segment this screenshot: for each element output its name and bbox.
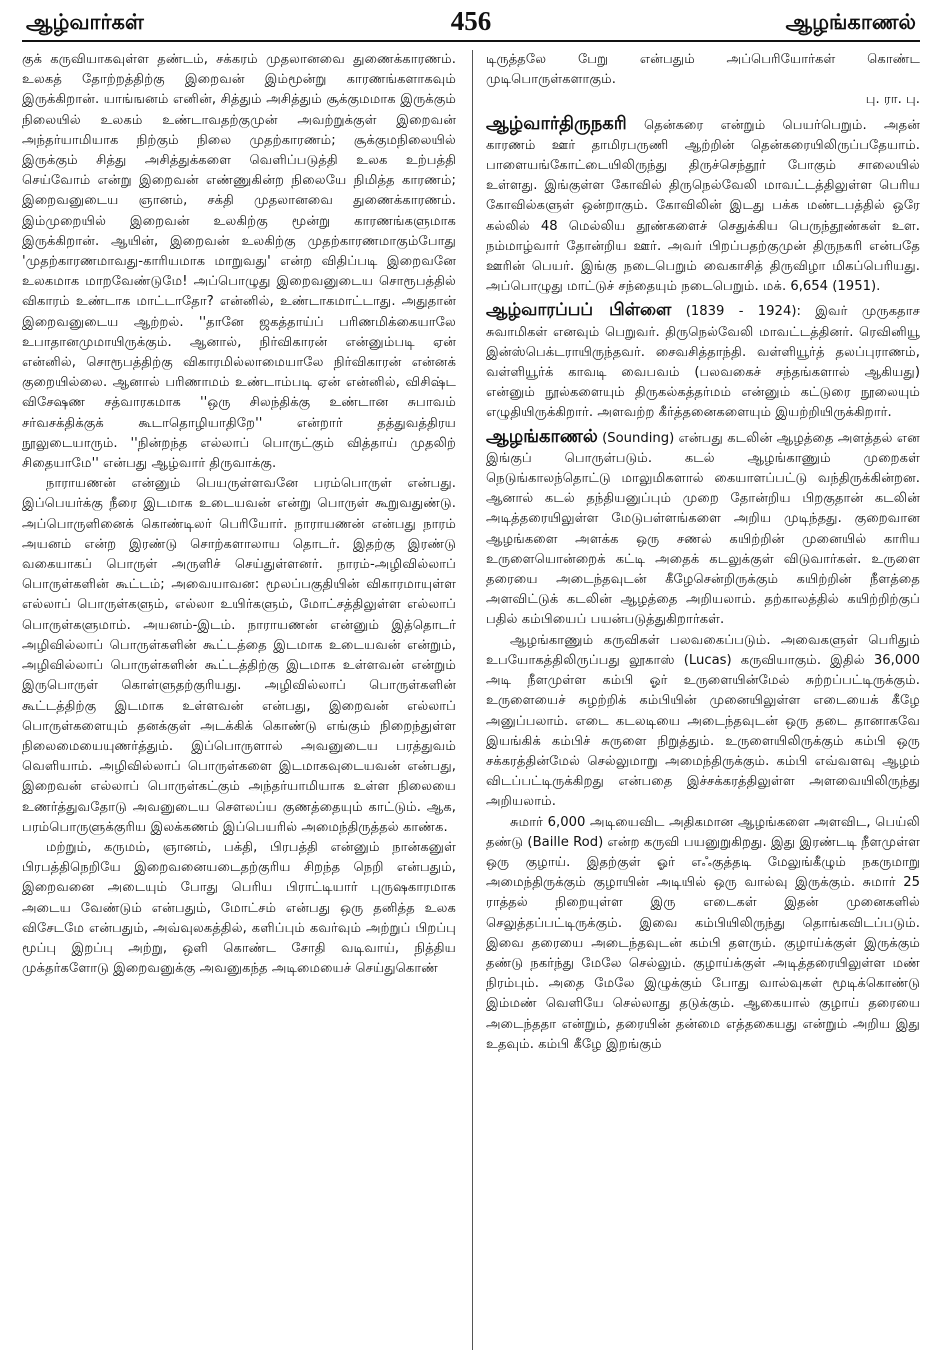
right-column (486, 50, 920, 1350)
sounding-paragraph-2: ஆழங்காணும் கருவிகள் பலவகைப்படும். அவைகளுள் பெரிதும் உபயோகத்திலிருப்பது லூகாஸ் (Lucas) கருவியாகும். இதில் 36,000 அடி நீளமுள்ள கம்பி ஓர் உருளையின்மேல் சுற்றப்பட்டிருக்கும். உருளையைச் சுழற்றிக் கம்பியின் முனையிலுள்ள எடையைக் கீழே அனுப்பலாம். எடை கடலடியை அடைந்தவுடன் ஒரு தடை தானாகவே இயங்கிக் கம்பிச் சுருளை நிறுத்தும். உருளையிலிருக்கும் கம்பி ஒரு சக்கரத்தின்மேல் செல்லுமாறு அமைந்திருக்கும். கம்பி எவ்வளவு ஆழம் விடப்பட்டிருக்கிறது என்பதை இச்சக்கரத்திலுள்ள அளவையிலிருந்து அறியலாம். (486, 632, 920, 810)
entry-dates: (1839 - 1924): (685, 304, 801, 320)
column-divider (472, 50, 473, 1350)
left-paragraph-1: குக் கருவியாகவுள்ள தண்டம், சக்கரம் முதலானவை துணைக்காரணம். உலகத் தோற்றத்திற்கு இறைவன் இம்மூன்று காரணங்களாகவும் இருக்கிறான். யாங்ஙனம் எனின், சித்தும் அசித்தும் சூக்குமமாக இருக்கும் நிலையில் உலகம் உண்டாவதற்குமுன் அவற்றுக்குள் இறைவன் அந்தர்யாமியாக நிற்கும் நிலை முதற்காரணம்; சூக்குமநிலையில் இருக்கும் சித்து அசித்துக்களை வெளிப்படுத்தி உலக உற்பத்தி செய்வோம் என்று இறைவன் எண்ணுகின்ற நிலையே நிமித்த காரணம்; இறைவனுடைய ஞானம், சக்தி முதலானவை துணைக்காரணம். இம்முறையில் இறைவன் உலகிற்கு மூன்று காரணங்களுமாக இருக்கிறான். ஆயின், இறைவன் உலகிற்கு முதற்காரணமாகும்போது 'முதற்காரணமாவது-காரியமாக மாறுவது' என்ற விதிப்படி இறைவனே உலகமாக மாறவேண்டுமே! அப்பொழுது இறைவனுடைய சொரூபத்தில் விகாரம் உண்டாக மாட்டாதோ? என்னில், உண்டாகமாட்டாது. அதுதான் இறைவனுடைய ஆற்றல். ''தானே ஜகத்தாய்ப் பரிணமிக்கையாலே உபாதானமுமாயிருக்கும். ஆனால், நிர்விகாரன் என்னும்படி ஏன் என்னில், சொரூபத்திற்கு விகாரமில்லாமையாலே நிர்விகாரன் என்னக் குறையில்லை. ஆனால் பரிணாமம் உண்டாம்படி ஏன் என்னில், விசிஷ்ட விசேஷண சத்வாரகமாக ''ஒரு சிலந்திக்கு உண்டான சுபாவம் சர்வசக்திக்குக் கூடாதொழியாதிறே'' என்றார் தத்துவத்திரய நூலுடையாரும். ''நின்றந்த எல்லாப் பொருட்கும் வித்தாய் முதலிற் சிதையாமே'' என்பது ஆழ்வார் திருவாக்கு. (22, 52, 456, 472)
entry-alwarappa-pillai (486, 300, 920, 423)
entry-alwarthirunagari (486, 114, 920, 298)
entry-headword: ஆழ்வார்திருநகரி (486, 112, 627, 134)
entry-headword: ஆழ்வாரப்பப் பிள்ளை (486, 300, 672, 321)
continued-paragraph (486, 50, 920, 90)
entry-english-term: (Sounding) (602, 430, 675, 446)
page-number: 456 (450, 6, 492, 36)
running-head-left: ஆழ்வார்கள் (26, 10, 144, 34)
author-initials: பு. ரா. பு. (865, 92, 920, 108)
left-paragraph-3: மற்றும், கருமம், ஞானம், பக்தி, பிரபத்தி என்னும் நான்கனுள் பிரபத்திநெறியே இறைவனையடைதற்குரிய சிறந்த நெறி என்பதும், இறைவனை அடையும் போது பெரிய பிராட்டியார் புருஷகாரமாக அடைய வேண்டும் என்பதும், மோட்சம் என்பது ஒரு தனித்த உலக விசேடமே என்பதும், அவ்வுலகத்தில், களிப்பும் கவர்வும் அற்றுப் பிறப்பு மூப்பு இறப்பு அற்று, ஒளி கொண்ட சோதி வடிவாய், நித்திய முக்தர்களோடு இறைவனுக்கு அவனுகந்த அடிமையைச் செய்துகொண் (22, 839, 456, 977)
text-columns (22, 50, 920, 1350)
entry-body: என்பது கடலின் ஆழத்தை அளத்தல் என இங்குப் பொருள்படும். கடல் ஆழங்காணும் முறைகள் நெடுங்காலந்தொட்டு மாலுமிகளால் கையாளப்பட்டு வந்திருக்கின்றன. ஆனால் கடல் தந்தியனுப்பும் முறை தோன்றிய பிறகுதான் கடலின் அடித்தரையிலுள்ள மேடுபள்ளங்களை அறிய முடிந்தது. குறைவான ஆழங்களை அளக்க ஒரு சணல் கயிற்றின் முனையில் காரிய உருளையொன்றைக் கட்டி அதைக் கடலுக்குள் விடுவார்கள். உருளை தரையை அடைந்தவுடன் கீழேசென்றிருக்கும் கயிற்றின் நீளத்தை அளவிட்டுக் கடலின் ஆழத்தை அறியலாம். தற்காலத்தில் கயிற்றிற்குப் பதில் கம்பியைப் பயன்படுத்துகிறார்கள். (486, 430, 920, 628)
left-paragraph-2: நாராயணன் என்னும் பெயருள்ளவனே பரம்பொருள் என்பது. இப்பெயர்க்கு நீரை இடமாக உடையவன் என்று பொருள் கூறுவதுண்டு. அப்பொருளினைக் கொண்டிலர் பெரியோர். நாராயணன் என்பது நாரம் அயனம் என்ற இரண்டு சொற்களாலாய தொடர். இதற்கு இரண்டு வகையாகப் பொருள் அருளிச் செய்துள்ளனர். நாரம்-அழிவில்லாப் பொருள்களின் கூட்டம்; அவையாவன: மூலப்பகுதியின் விகாரமாயுள்ள எல்லாப் பொருள்களும், எல்லா உயிர்களும், மோட்சத்திலுள்ள எல்லாப் பொருள்களுமாம். அயனம்-இடம். நாராயணன் என்னும் இத்தொடர் அழிவில்லாப் பொருள்களின் கூட்டத்தை இடமாக உடையவன் என்றும், அழிவில்லாப் பொருள்களின் கூட்டத்திற்கு இடமாக உள்ளவன் என்றும் இருபொருள் கொள்ளுதற்குரியது. அழிவில்லாப் பொருள்களின் கூட்டத்திற்கு இடமாக உள்ளவன் என்பது, இறைவன் எல்லாப் பொருள்களையும் தனக்குள் அடக்கிக் கொண்டு எங்கும் நிறைந்துள்ள நிலைமையையுணர்த்தும். இப்பொருளால் அவனுடைய பரத்துவம் வெளியாம். அழிவில்லாப் பொருள்களை இடமாகவுடையவன் என்பது, இறைவன் எல்லாப் பொருள்கட்கும் அந்தர்யாமியாக உள்ள நிலையை உணர்த்துவதோடு அவனுடைய சௌலப்ய குணத்தையும் காட்டும். ஆக, பரம்பொருளுக்குரிய இலக்கணம் இப்பெயரில் அமைந்திருத்தல் காண்க. (22, 476, 456, 835)
continued-text: டிருத்தலே பேறு என்பதும் அப்பெரியோர்கள் கொண்ட முடிபொருள்களாகும். (486, 52, 920, 88)
entry-body: தென்கரை என்றும் பெயர்பெறும். அதன் காரணம் ஊர் தாமிரபருணி ஆற்றின் தென்கரையிலிருப்பதேயாம். பாளையங்கோட்டையிலிருந்து திருச்செந்தூர் போகும் சாலையில் உள்ளது. இங்குள்ள கோவில் திருநெல்வேலி மாவட்டத்திலுள்ள பெரிய கோவில்களுள் ஒன்றாகும். கோவிலின் இடது பக்க மண்டபத்தில் ஒரே கல்லில் 48 மெல்லிய தூண்களைச் செதுக்கிய பெருந்தூண்கள் உள. நம்மாழ்வார் தோன்றிய ஊர். அவர் பிறப்பதற்குமுன் திருநகரி என்பதே ஊரின் பெயர். இங்கு நடைபெறும் வைகாசித் திருவிழா மிகப்பெரியது. அப்பொழுது மாட்டுச் சந்தையும் நடைபெறும். மக். 6,654 (1951). (486, 117, 920, 295)
entry-headword: ஆழங்காணல் (486, 425, 598, 447)
entry-sounding (486, 427, 920, 631)
left-column (22, 50, 456, 1350)
sounding-paragraph-3: சுமார் 6,000 அடியைவிட அதிகமான ஆழங்களை அளவிட, பெய்லி தண்டு (Baille Rod) என்ற கருவி பயனுறுகிறது. இது இரண்டடி நீளமுள்ள ஒரு குழாய். இதற்குள் ஓர் எஃகுத்தடி மேலுங்கீழும் நகருமாறு அமைந்திருக்கும் குழாயின் அடியில் ஒரு வால்வு இருக்கும். சுமார் 25 ராத்தல் நிறையுள்ள இரு எடைகள் இதன் முனைகளில் செலுத்தப்பட்டிருக்கும். இவை கம்பியிலிருந்து தொங்கவிடப்படும். இவை தரையை அடைந்தவுடன் கம்பி தளரும். குழாய்க்குள் இருக்கும் தண்டு நகர்ந்து மேலே செல்லும். குழாய்க்குள் அடித்தரையிலுள்ள மண் நிரம்பும். அதை மேலே இழுக்கும் போது வால்வுகள் மூடிக்கொண்டு இம்மண் வெளியே செல்லாது தடுக்கும். ஆகையால் குழாய் தரையை அடைந்ததா என்றும், தரையின் தன்மை எத்தகையது என்றும் அறிய இது உதவும். கம்பி கீழே இறங்கும் (486, 814, 920, 1052)
running-head-right: ஆழங்காணல் (785, 10, 916, 34)
entry-body: இவர் முருகதாச சுவாமிகள் எனவும் பெறுவர். திருநெல்வேலி மாவட்டத்தினர். ரெவினியூ இன்ஸ்பெக்டராயிருந்தவர். சைவசித்தாந்தி. வள்ளியூர்த் தலப்புராணம், வள்ளியூர்க் காவடி வைபவம் (பலவகைச் சந்தங்களால் ஆகியது) என்னும் நூல்களையும் திருகல்கத்தர்மம் என்னும் கட்டுரை நூலையும் எழுதியிருக்கிறார். அளவற்ற கீர்த்தனைகளையும் இயற்றியிருக்கிறார். (486, 304, 920, 421)
page-header (22, 6, 920, 42)
